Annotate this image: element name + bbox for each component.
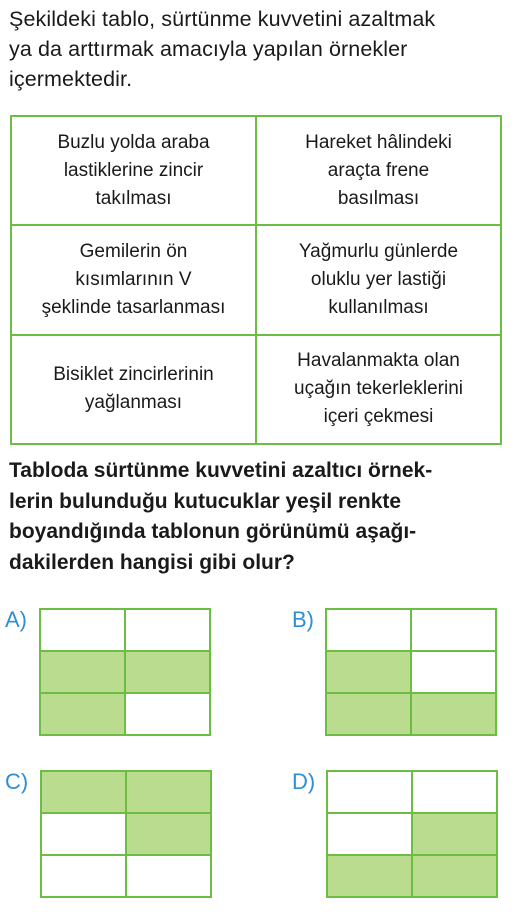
option-d-grid[interactable] (326, 770, 498, 898)
grid-cell (126, 771, 211, 813)
option-a-grid[interactable] (39, 608, 211, 736)
option-c-label[interactable]: C) (5, 769, 29, 794)
table-cell: Yağmurlu günlerde oluklu yer lastiği kullanılması (256, 225, 501, 334)
intro-text: Şekildeki tablo, sürtünme kuvvetini azaltmak ya da arttırmak amacıyla yapılan örnekler içermektedir. (9, 7, 436, 91)
grid-cell (125, 609, 210, 651)
option-d-label[interactable]: D) (292, 769, 316, 794)
table-row (11, 116, 501, 225)
grid-cell (126, 813, 211, 855)
grid-cell (411, 693, 496, 735)
grid-cell (125, 651, 210, 693)
grid-cell (40, 693, 125, 735)
grid-cell (326, 693, 411, 735)
grid-cell (327, 855, 412, 897)
option-b-grid[interactable] (325, 608, 497, 736)
table-cell: Havalanmakta olan uçağın tekerleklerini içeri çekmesi (256, 335, 501, 444)
grid-cell (327, 813, 412, 855)
grid-cell (411, 609, 496, 651)
option-b-label[interactable]: B) (292, 607, 314, 632)
table-cell: Hareket hâlindeki araçta frene basılması (256, 116, 501, 225)
grid-cell (327, 771, 412, 813)
option-c-grid[interactable] (40, 770, 212, 898)
grid-cell (125, 693, 210, 735)
grid-cell (40, 651, 125, 693)
grid-cell (40, 609, 125, 651)
grid-cell (412, 771, 497, 813)
grid-cell (41, 771, 126, 813)
grid-cell (41, 813, 126, 855)
grid-cell (411, 651, 496, 693)
table-cell: Buzlu yolda araba lastiklerine zincir takılması (11, 116, 256, 225)
grid-cell (412, 855, 497, 897)
table-cell: Gemilerin ön kısımlarının V şeklinde tasarlanması (11, 225, 256, 334)
grid-cell (126, 855, 211, 897)
examples-table (10, 115, 502, 445)
table-cell: Bisiklet zincirlerinin yağlanması (11, 335, 256, 444)
grid-cell (326, 609, 411, 651)
grid-cell (412, 813, 497, 855)
grid-cell (326, 651, 411, 693)
question-text: Tabloda sürtünme kuvvetini azaltıcı örnek- lerin bulunduğu kutucuklar yeşil renkte boyandığında tablonun görünümü aşağı- dakilerden hangisi gibi olur? (9, 459, 433, 574)
table-row (11, 225, 501, 334)
table-row (11, 335, 501, 444)
option-a-label[interactable]: A) (5, 607, 27, 632)
grid-cell (41, 855, 126, 897)
